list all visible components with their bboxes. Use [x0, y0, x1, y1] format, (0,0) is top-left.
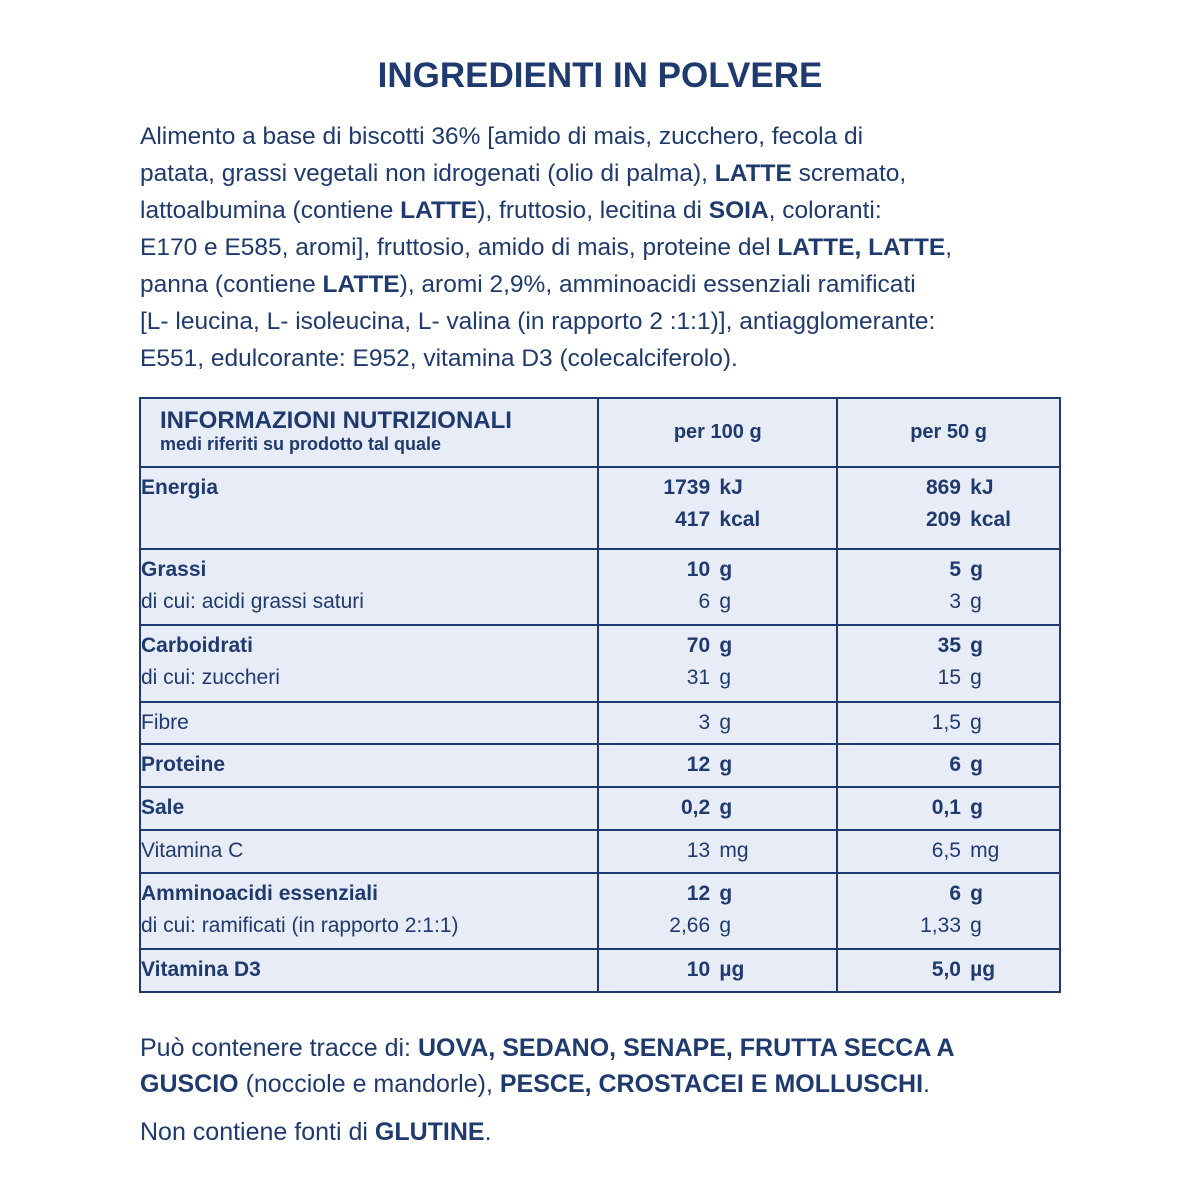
nutrient-value: [838, 554, 1059, 586]
nutrient-value: [838, 586, 1059, 618]
value-number: 1,33: [920, 913, 961, 937]
value-unit: g: [970, 589, 982, 613]
nutrient-name: Fibre: [141, 710, 189, 734]
value-number: 70: [686, 634, 711, 658]
value-unit: g: [970, 666, 982, 690]
page-title: INGREDIENTI IN POLVERE: [377, 56, 823, 95]
nutrient-value: [838, 749, 1059, 781]
text-segment: , coloranti:: [768, 197, 882, 224]
nutrient-value: [838, 792, 1059, 824]
value-unit: g: [719, 666, 732, 690]
value-unit: mg: [719, 838, 749, 862]
value-unit: kcal: [970, 508, 1012, 532]
value-unit: g: [719, 796, 733, 820]
nutrient-name: Energia: [141, 476, 219, 500]
value-number: 12: [686, 753, 711, 777]
emphasis-text: LATTE: [322, 271, 400, 298]
value-unit: kJ: [970, 476, 994, 500]
value-unit: g: [970, 710, 982, 734]
per-50g-value-cell: [837, 830, 1060, 873]
ingredients-line: [140, 192, 1065, 229]
ingredients-line: [140, 155, 1065, 192]
per-100g-value-cell: [598, 702, 837, 745]
per-50g-value-cell: [837, 702, 1060, 745]
per-50g-value-cell: [837, 549, 1060, 625]
value-number: 13: [686, 838, 711, 862]
allergen-line-2: [140, 1066, 1070, 1102]
ingredients-line: [140, 118, 1065, 155]
nutrient-value: [599, 954, 836, 986]
text-segment: E170 e E585, aromi], fruttosio, amido di mais, proteine del: [140, 234, 778, 261]
nutrient-label-cell: [140, 830, 598, 873]
text-segment: panna (contiene: [140, 271, 323, 298]
value-number: 6: [949, 881, 961, 905]
value-unit: g: [970, 796, 983, 820]
nutrition-table: [139, 397, 1061, 993]
nutrient-name: Amminoacidi essenziali: [141, 881, 378, 905]
nutrient-value: [599, 630, 836, 662]
emphasis-text: GLUTINE: [374, 1118, 485, 1146]
nutrient-value: [599, 472, 836, 504]
value-unit: µg: [970, 958, 996, 982]
emphasis-text: GUSCIO: [140, 1070, 239, 1098]
per-100g-value-cell: [598, 467, 837, 549]
value-number: 10: [686, 958, 711, 982]
nutrient-value: [599, 792, 836, 824]
nutrient-value: [838, 835, 1059, 867]
per-50g-value-cell: [837, 744, 1060, 787]
nutrient-label-cell: [140, 549, 598, 625]
ingredients-line: [140, 303, 1065, 340]
nutrient-label-cell: [140, 625, 598, 701]
value-unit: kcal: [719, 508, 761, 532]
table-header-row: [140, 398, 1060, 467]
per-50g-value-cell: [837, 873, 1060, 949]
value-number: 3: [949, 589, 961, 613]
nutrient-value: [838, 954, 1059, 986]
nutrient-label-cell: [140, 467, 598, 549]
value-number: 6: [949, 753, 961, 777]
value-number: 417: [675, 508, 711, 532]
nutrient-value: [838, 630, 1059, 662]
nutrient-label-cell: [140, 744, 598, 787]
nutrient-value: [599, 910, 836, 942]
value-number: 3: [698, 710, 711, 734]
emphasis-text: LATTE, LATTE: [777, 234, 946, 261]
text-segment: E551, edulcorante: E952, vitamina D3 (colecalciferolo).: [140, 345, 738, 372]
nutrient-value: [599, 878, 836, 910]
value-number: 1,5: [931, 710, 961, 734]
table-header-subtitle: medi riferiti su prodotto tal quale: [160, 434, 442, 454]
value-number: 2,66: [669, 913, 711, 937]
nutrient-value: [838, 910, 1059, 942]
table-row: [140, 949, 1060, 992]
value-number: 15: [937, 666, 961, 690]
value-unit: g: [719, 589, 732, 613]
table-header-title: INFORMAZIONI NUTRIZIONALI: [160, 407, 512, 434]
per-100g-value-cell: [598, 949, 837, 992]
emphasis-text: UOVA, SEDANO, SENAPE, FRUTTA SECCA A: [417, 1034, 955, 1062]
column-header-per-100g: per 100 g: [598, 398, 837, 467]
table-row: [140, 467, 1060, 549]
nutrient-subname: di cui: ramificati (in rapporto 2:1:1): [141, 913, 459, 937]
gluten-note: [140, 1114, 1070, 1150]
nutrient-value: [838, 707, 1059, 739]
table-row: [140, 625, 1060, 701]
text-segment: Alimento a base di biscotti 36% [amido di mais, zucchero, fecola di: [140, 123, 864, 150]
nutrient-value: [599, 554, 836, 586]
value-unit: g: [970, 881, 983, 905]
nutrient-value: [838, 878, 1059, 910]
text-segment: [L- leucina, L- isoleucina, L- valina (in rapporto 2 :1:1)], antiagglomerante:: [140, 308, 936, 335]
per-100g-value-cell: [598, 787, 837, 830]
value-number: 6: [698, 589, 711, 613]
value-unit: kJ: [719, 476, 743, 500]
value-number: 31: [686, 666, 711, 690]
value-unit: g: [719, 557, 733, 581]
per-50g-value-cell: [837, 467, 1060, 549]
value-unit: mg: [970, 838, 1000, 862]
value-number: 1739: [663, 476, 711, 500]
value-unit: g: [719, 881, 733, 905]
allergen-line-1: [140, 1030, 1070, 1066]
value-number: 5: [949, 557, 961, 581]
nutrient-name: Grassi: [141, 557, 207, 581]
emphasis-text: LATTE: [714, 160, 792, 187]
text-segment: Non contiene fonti di: [140, 1118, 375, 1146]
value-number: 869: [925, 476, 961, 500]
value-unit: g: [719, 710, 732, 734]
emphasis-text: PESCE, CROSTACEI E MOLLUSCHI: [499, 1070, 924, 1098]
text-segment: scremato,: [791, 160, 907, 187]
text-segment: patata, grassi vegetali non idrogenati (olio di palma),: [140, 160, 715, 187]
value-number: 0,2: [680, 796, 711, 820]
nutrient-value: [599, 707, 836, 739]
column-header-per-50g: per 50 g: [837, 398, 1060, 467]
text-segment: ), aromi 2,9%, amminoacidi essenziali ramificati: [399, 271, 916, 298]
value-unit: g: [719, 634, 733, 658]
value-unit: g: [970, 557, 983, 581]
nutrient-label-cell: [140, 873, 598, 949]
value-unit: g: [970, 634, 983, 658]
value-number: 0,1: [931, 796, 961, 820]
text-segment: .: [484, 1118, 492, 1146]
text-segment: ,: [945, 234, 952, 261]
text-segment: ), fruttosio, lecitina di: [477, 197, 709, 224]
ingredients-line: [140, 266, 1065, 303]
table-row: [140, 787, 1060, 830]
text-segment: (nocciole e mandorle),: [238, 1070, 500, 1098]
per-100g-value-cell: [598, 873, 837, 949]
nutrient-label-cell: [140, 949, 598, 992]
nutrient-value: [599, 749, 836, 781]
per-100g-value-cell: [598, 549, 837, 625]
table-row: [140, 744, 1060, 787]
value-unit: g: [719, 753, 733, 777]
value-number: 5,0: [931, 958, 961, 982]
value-number: 10: [686, 557, 711, 581]
emphasis-text: LATTE: [400, 197, 478, 224]
value-unit: g: [970, 913, 982, 937]
nutrient-value: [838, 662, 1059, 694]
emphasis-text: SOIA: [708, 197, 769, 224]
nutrient-label-cell: [140, 702, 598, 745]
table-header-label-cell: [140, 398, 598, 467]
text-segment: .: [923, 1070, 930, 1098]
nutrient-subname: di cui: zuccheri: [141, 666, 280, 690]
nutrient-name: Carboidrati: [141, 634, 254, 658]
nutrient-subname: di cui: acidi grassi saturi: [141, 589, 364, 613]
nutrient-value: [838, 472, 1059, 504]
text-segment: lattoalbumina (contiene: [140, 197, 401, 224]
table-row: [140, 549, 1060, 625]
nutrient-name: Vitamina D3: [141, 958, 261, 982]
value-number: 6,5: [931, 838, 961, 862]
value-number: 12: [686, 881, 711, 905]
ingredients-line: [140, 229, 1065, 266]
value-number: 209: [925, 508, 961, 532]
per-100g-value-cell: [598, 744, 837, 787]
nutrient-value: [599, 835, 836, 867]
nutrient-value: [599, 662, 836, 694]
value-unit: g: [719, 913, 732, 937]
nutrient-value: [599, 586, 836, 618]
per-50g-value-cell: [837, 787, 1060, 830]
table-row: [140, 702, 1060, 745]
table-row: [140, 830, 1060, 873]
nutrient-name: Sale: [141, 796, 185, 820]
ingredients-paragraph: [140, 118, 1065, 377]
nutrient-value: [838, 504, 1059, 536]
text-segment: Può contenere tracce di:: [140, 1034, 418, 1062]
nutrient-name: Proteine: [141, 753, 226, 777]
nutrient-value: [599, 504, 836, 536]
ingredients-line: [140, 340, 1065, 377]
value-unit: g: [970, 753, 983, 777]
per-50g-value-cell: [837, 949, 1060, 992]
allergen-notes: [140, 1030, 1070, 1150]
table-row: [140, 873, 1060, 949]
per-100g-value-cell: [598, 625, 837, 701]
per-50g-value-cell: [837, 625, 1060, 701]
value-number: 35: [937, 634, 961, 658]
nutrient-name: Vitamina C: [141, 838, 244, 862]
per-100g-value-cell: [598, 830, 837, 873]
nutrient-label-cell: [140, 787, 598, 830]
value-unit: µg: [719, 958, 745, 982]
